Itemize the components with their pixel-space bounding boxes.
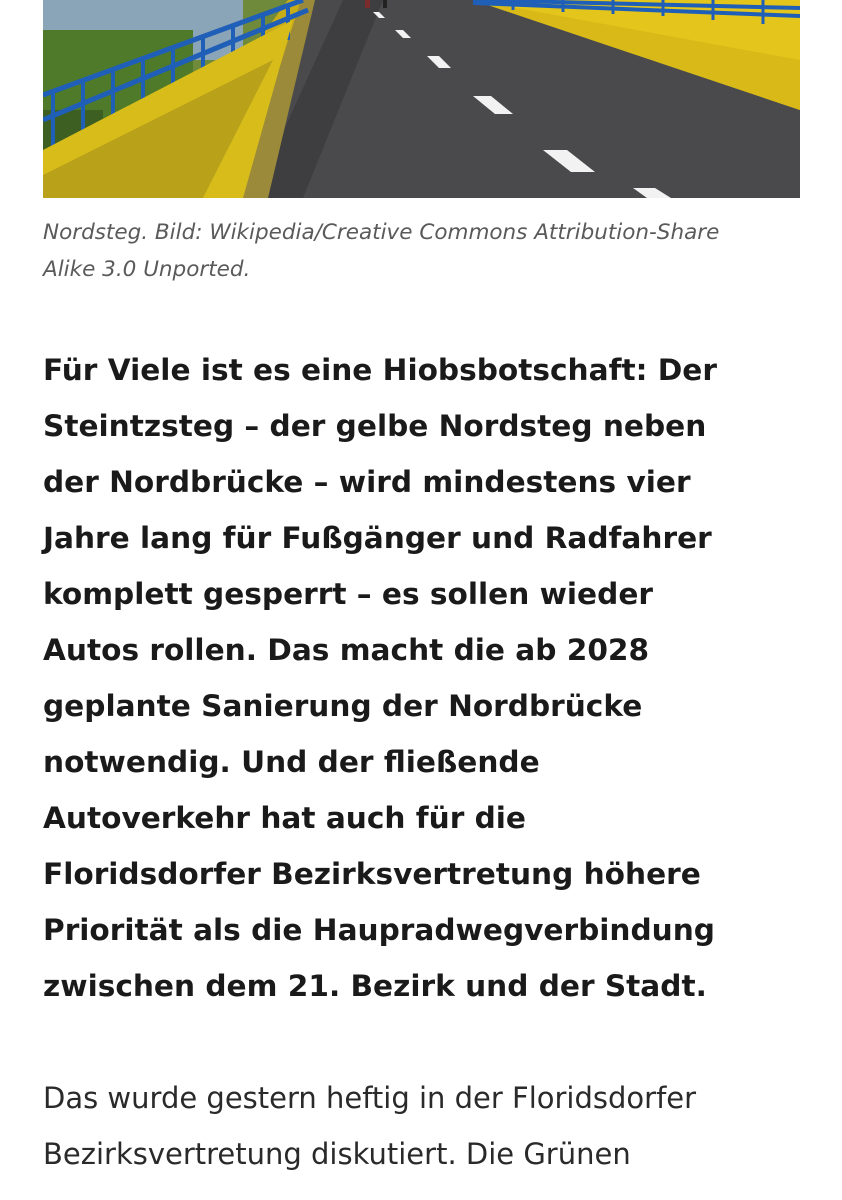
lead-line: zwischen dem 21. Bezirk und der Stadt. [43,969,707,1003]
lead-line: der Nordbrücke – wird mindestens vier [43,465,691,499]
lead-line: notwendig. Und der fließende [43,745,540,779]
body-paragraph [43,1070,803,1182]
lead-line: komplett gesperrt – es sollen wieder [43,577,653,611]
lead-line: Priorität als die Haupradwegverbindung [43,913,715,947]
hero-image [43,0,800,198]
lead-line: Floridsdorfer Bezirksvertretung höhere [43,857,701,891]
lead-line: Jahre lang für Fußgänger und Radfahrer [43,521,712,555]
body-line: Das wurde gestern heftig in der Floridsdorfer [43,1081,697,1115]
image-caption [43,214,813,288]
lead-paragraph [43,342,803,1014]
body-line: Bezirksvertretung diskutiert. Die Grünen [43,1137,631,1171]
bridge-photo [43,0,800,198]
caption-line-1: Nordsteg. Bild: Wikipedia/Creative Commons Attribution-Share [43,220,720,245]
lead-line: Steintzsteg – der gelbe Nordsteg neben [43,409,707,443]
lead-line: Autoverkehr hat auch für die [43,801,527,835]
caption-line-2: Alike 3.0 Unported. [43,257,251,282]
lead-line: Autos rollen. Das macht die ab 2028 [43,633,650,667]
lead-line: Für Viele ist es eine Hiobsbotschaft: Der [43,353,717,387]
lead-line: geplante Sanierung der Nordbrücke [43,689,643,723]
